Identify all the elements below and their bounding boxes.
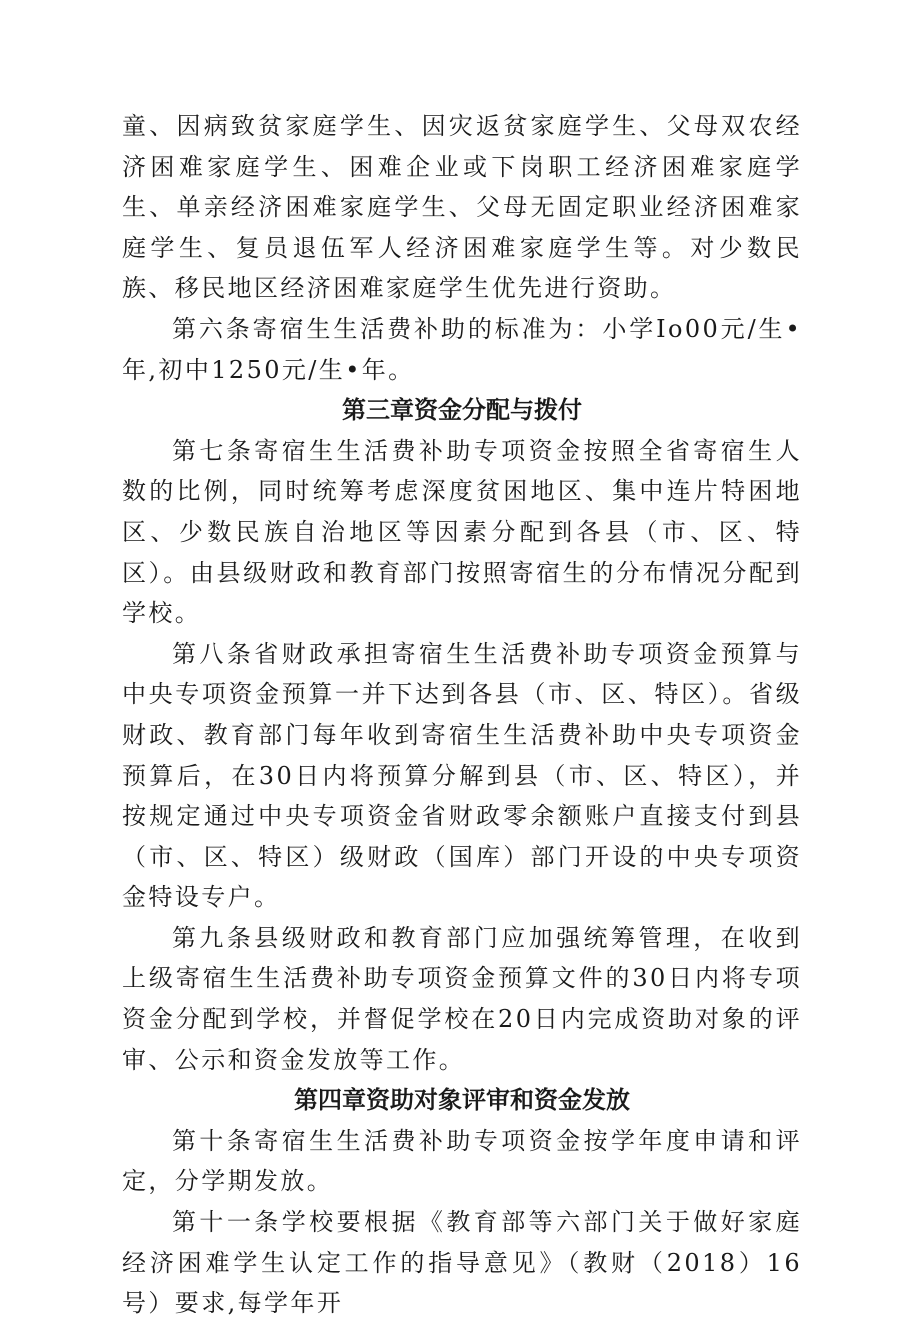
paragraph-continuation: 童、因病致贫家庭学生、因灾返贫家庭学生、父母双农经济困难家庭学生、困难企业或下岗职工经济困难家庭学生、单亲经济困难家庭学生、父母无固定职业经济困难家庭学生、复员退伍军人经济困难家庭学生等。对少数民族、移民地区经济困难家庭学生优先进行资助。	[122, 112, 802, 303]
article-8-paragraph: 第八条省财政承担寄宿生生活费补助专项资金预算与中央专项资金预算一并下达到各县（市、区、特区）。省级财政、教育部门每年收到寄宿生生活费补助中央专项资金预算后，在30日内将预算分解到县（市、区、特区），并按规定通过中央专项资金省财政零余额账户直接支付到县（市、区、特区）级财政（国库）部门开设的中央专项资金特设专户。	[122, 639, 802, 912]
chapter-3-heading: 第三章资金分配与拨付	[342, 396, 582, 425]
document-body	[122, 106, 802, 1324]
chapter-4-heading: 第四章资助对象评审和资金发放	[294, 1086, 630, 1115]
article-10-paragraph: 第十条寄宿生生活费补助专项资金按学年度申请和评定，分学期发放。	[122, 1126, 802, 1196]
article-11-paragraph: 第十一条学校要根据《教育部等六部门关于做好家庭经济困难学生认定工作的指导意见》（教财（2018）16号）要求,每学年开	[122, 1208, 802, 1318]
article-6-paragraph: 第六条寄宿生生活费补助的标准为：小学Io00元/生•年,初中1250元/生•年。	[122, 314, 802, 384]
article-7-paragraph: 第七条寄宿生生活费补助专项资金按照全省寄宿生人数的比例，同时统筹考虑深度贫困地区、集中连片特困地区、少数民族自治地区等因素分配到各县（市、区、特区）。由县级财政和教育部门按照寄宿生的分布情况分配到学校。	[122, 436, 802, 628]
article-9-paragraph: 第九条县级财政和教育部门应加强统筹管理，在收到上级寄宿生生活费补助专项资金预算文件的30日内将专项资金分配到学校，并督促学校在20日内完成资助对象的评审、公示和资金发放等工作。	[122, 923, 802, 1074]
